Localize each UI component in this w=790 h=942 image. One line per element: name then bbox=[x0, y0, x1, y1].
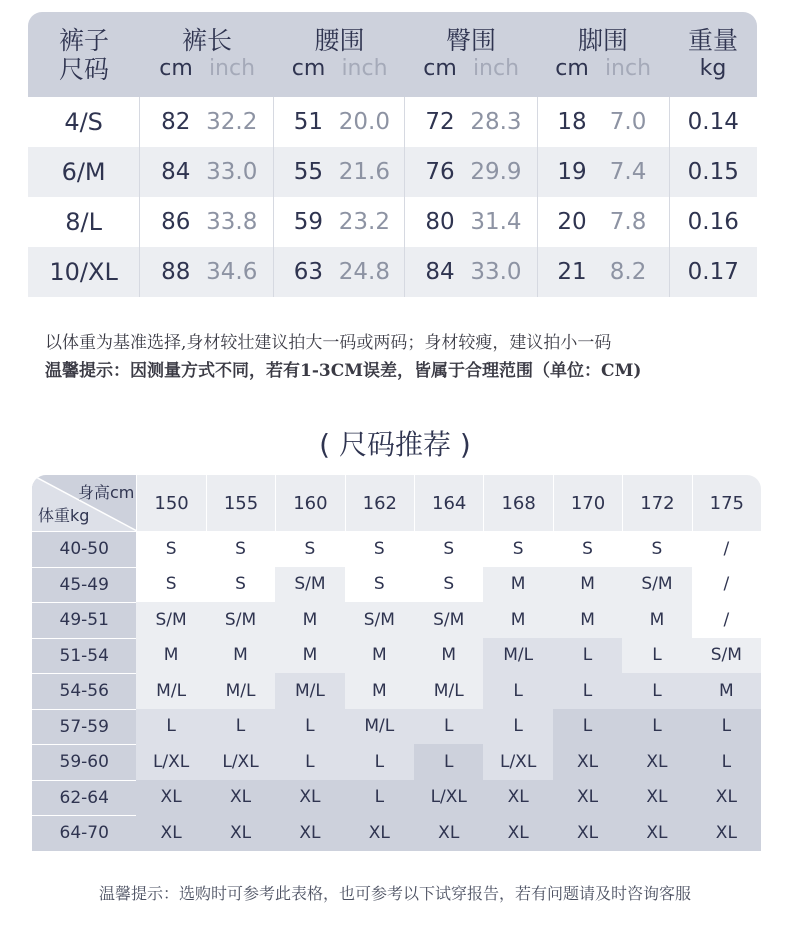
recommended-size-cell: M bbox=[275, 638, 344, 674]
recommended-size-cell: S/M bbox=[206, 602, 275, 638]
recommended-size-cell: XL bbox=[553, 744, 622, 780]
recommended-size-cell: M/L bbox=[414, 673, 483, 709]
hip-cm-value: 80 bbox=[425, 209, 455, 235]
recommended-size-cell: M/L bbox=[345, 709, 414, 745]
recommended-size-cell: S/M bbox=[136, 602, 205, 638]
hip-inch-value: 28.3 bbox=[470, 109, 522, 135]
hem-inch-value: 7.4 bbox=[609, 159, 647, 185]
weight-axis-label: 体重kg bbox=[38, 506, 90, 525]
recommended-size-cell: L/XL bbox=[483, 744, 552, 780]
recommended-size-cell: M bbox=[553, 567, 622, 603]
waist-inch-value: 24.8 bbox=[338, 259, 390, 285]
length-cell bbox=[140, 147, 274, 197]
unit-cm: cm bbox=[291, 56, 326, 81]
hip-inch-value: 29.9 bbox=[470, 159, 522, 185]
recommended-size-cell: S/M bbox=[275, 567, 344, 603]
recommended-size-cell: XL bbox=[622, 815, 691, 851]
length-inch-value: 34.6 bbox=[206, 259, 258, 285]
height-column-header: 160 bbox=[275, 475, 344, 531]
recommended-size-cell: XL bbox=[553, 780, 622, 816]
weight-cell bbox=[670, 147, 757, 197]
header-hem-label: 脚围 bbox=[577, 26, 628, 55]
recommended-size-cell: L bbox=[414, 709, 483, 745]
recommended-size-cell: M bbox=[692, 673, 761, 709]
size-table-row bbox=[28, 197, 757, 247]
waist-cm-value: 51 bbox=[293, 109, 323, 135]
size-label: 8/L bbox=[65, 208, 102, 236]
recommend-corner-cell bbox=[32, 475, 136, 531]
hip-cm-value: 84 bbox=[425, 259, 455, 285]
recommended-size-cell: XL bbox=[275, 815, 344, 851]
weight-kg-value: 0.17 bbox=[687, 259, 739, 285]
height-column-header: 170 bbox=[553, 475, 622, 531]
recommended-size-cell: M bbox=[136, 638, 205, 674]
recommended-size-cell: M/L bbox=[483, 638, 552, 674]
recommended-size-cell: S bbox=[206, 567, 275, 603]
recommended-size-cell: / bbox=[692, 567, 761, 603]
header-weight-label: 重量 bbox=[687, 26, 738, 55]
hem-cm-value: 21 bbox=[557, 259, 587, 285]
recommended-size-cell: / bbox=[692, 602, 761, 638]
header-hem bbox=[537, 12, 669, 97]
weight-kg-value: 0.15 bbox=[687, 159, 739, 185]
recommended-size-cell: XL bbox=[275, 780, 344, 816]
length-cm-value: 82 bbox=[161, 109, 191, 135]
recommended-size-cell: L/XL bbox=[136, 744, 205, 780]
weight-range-label: 57-59 bbox=[32, 709, 136, 745]
weight-range-label: 59-60 bbox=[32, 744, 136, 780]
recommended-size-cell: S/M bbox=[622, 567, 691, 603]
recommend-row bbox=[32, 638, 761, 674]
recommended-size-cell: S bbox=[622, 531, 691, 567]
header-pants-size bbox=[28, 12, 140, 97]
header-length-label: 裤长 bbox=[181, 26, 232, 55]
waist-cell bbox=[274, 147, 405, 197]
recommended-size-cell: M bbox=[206, 638, 275, 674]
header-weight bbox=[669, 12, 757, 97]
waist-inch-value: 23.2 bbox=[338, 209, 390, 235]
recommended-size-cell: L bbox=[553, 638, 622, 674]
recommend-row bbox=[32, 709, 761, 745]
waist-inch-value: 21.6 bbox=[338, 159, 390, 185]
recommended-size-cell: L bbox=[553, 673, 622, 709]
size-cell bbox=[28, 247, 140, 297]
height-column-header: 172 bbox=[622, 475, 691, 531]
recommended-size-cell: L bbox=[345, 744, 414, 780]
size-table-row bbox=[28, 97, 757, 147]
weight-range-label: 51-54 bbox=[32, 638, 136, 674]
waist-cell bbox=[274, 197, 405, 247]
hip-inch-value: 33.0 bbox=[470, 259, 522, 285]
unit-kg: kg bbox=[699, 56, 727, 81]
hip-inch-value: 31.4 bbox=[470, 209, 522, 235]
recommended-size-cell: XL bbox=[692, 780, 761, 816]
hem-cm-value: 20 bbox=[557, 209, 587, 235]
recommended-size-cell: M bbox=[553, 602, 622, 638]
size-table-row bbox=[28, 247, 757, 297]
recommended-size-cell: S bbox=[275, 531, 344, 567]
recommended-size-cell: L/XL bbox=[414, 780, 483, 816]
recommended-size-cell: XL bbox=[622, 780, 691, 816]
length-inch-value: 32.2 bbox=[206, 109, 258, 135]
header-waist bbox=[274, 12, 405, 97]
recommended-size-cell: S bbox=[553, 531, 622, 567]
recommended-size-cell: M/L bbox=[206, 673, 275, 709]
recommended-size-cell: XL bbox=[622, 744, 691, 780]
recommended-size-cell: L/XL bbox=[206, 744, 275, 780]
recommended-size-cell: L bbox=[275, 709, 344, 745]
measurement-tolerance-note: 温馨提示：因测量方式不同，若有1-3CM误差，皆属于合理范围（单位：CM) bbox=[45, 361, 642, 381]
length-cm-value: 84 bbox=[161, 159, 191, 185]
recommended-size-cell: L bbox=[622, 638, 691, 674]
recommended-size-cell: S bbox=[414, 567, 483, 603]
height-column-header: 164 bbox=[414, 475, 483, 531]
recommended-size-cell: XL bbox=[136, 815, 205, 851]
hem-cell bbox=[538, 97, 670, 147]
recommended-size-cell: M bbox=[275, 602, 344, 638]
header-pants-size-line1: 裤子 bbox=[58, 25, 109, 55]
recommended-size-cell: S bbox=[345, 531, 414, 567]
recommended-size-cell: S/M bbox=[692, 638, 761, 674]
recommended-size-cell: XL bbox=[553, 815, 622, 851]
header-pants-size-line2: 尺码 bbox=[58, 54, 109, 84]
waist-inch-value: 20.0 bbox=[338, 109, 390, 135]
recommended-size-cell: L bbox=[136, 709, 205, 745]
recommended-size-cell: M/L bbox=[275, 673, 344, 709]
recommended-size-cell: S bbox=[136, 531, 205, 567]
unit-cm: cm bbox=[159, 56, 193, 81]
hem-cell bbox=[538, 147, 670, 197]
recommend-row bbox=[32, 567, 761, 603]
size-recommendation-title: ( 尺码推荐 ) bbox=[319, 428, 471, 461]
waist-cell bbox=[274, 247, 405, 297]
size-label: 6/M bbox=[61, 158, 106, 186]
recommended-size-cell: S bbox=[414, 531, 483, 567]
recommended-size-cell: S bbox=[136, 567, 205, 603]
recommended-size-cell: M bbox=[483, 602, 552, 638]
recommended-size-cell: S bbox=[483, 531, 552, 567]
weight-range-label: 40-50 bbox=[32, 531, 136, 567]
recommended-size-cell: M bbox=[483, 567, 552, 603]
length-cm-value: 88 bbox=[161, 259, 191, 285]
hem-inch-value: 7.8 bbox=[609, 209, 647, 235]
weight-range-label: 54-56 bbox=[32, 673, 136, 709]
recommended-size-cell: XL bbox=[483, 780, 552, 816]
waist-cm-value: 55 bbox=[293, 159, 323, 185]
recommend-row bbox=[32, 744, 761, 780]
unit-inch: inch bbox=[604, 56, 652, 81]
unit-inch: inch bbox=[472, 56, 520, 81]
recommended-size-cell: M bbox=[622, 602, 691, 638]
recommend-row bbox=[32, 531, 761, 567]
hip-cell bbox=[405, 147, 537, 197]
weight-kg-value: 0.14 bbox=[687, 109, 739, 135]
size-label: 10/XL bbox=[49, 258, 118, 286]
recommend-header-row bbox=[32, 475, 761, 531]
recommended-size-cell: S/M bbox=[345, 602, 414, 638]
size-table-body bbox=[28, 97, 757, 297]
recommended-size-cell: S bbox=[206, 531, 275, 567]
recommended-size-cell: M bbox=[414, 638, 483, 674]
recommended-size-cell: L bbox=[483, 709, 552, 745]
size-table-row bbox=[28, 147, 757, 197]
recommended-size-cell: M/L bbox=[136, 673, 205, 709]
recommended-size-cell: L bbox=[483, 673, 552, 709]
recommended-size-cell: L bbox=[345, 780, 414, 816]
hem-inch-value: 7.0 bbox=[609, 109, 647, 135]
waist-cm-value: 63 bbox=[293, 259, 323, 285]
recommended-size-cell: L bbox=[206, 709, 275, 745]
recommend-row bbox=[32, 815, 761, 851]
unit-inch: inch bbox=[341, 56, 388, 81]
hem-cell bbox=[538, 247, 670, 297]
hip-cell bbox=[405, 197, 537, 247]
recommended-size-cell: M bbox=[345, 673, 414, 709]
recommended-size-cell: XL bbox=[414, 815, 483, 851]
length-inch-value: 33.0 bbox=[206, 159, 258, 185]
height-column-header: 155 bbox=[206, 475, 275, 531]
recommend-row bbox=[32, 602, 761, 638]
height-column-header: 175 bbox=[692, 475, 761, 531]
header-hip bbox=[405, 12, 537, 97]
length-cell bbox=[140, 97, 274, 147]
weight-kg-value: 0.16 bbox=[687, 209, 739, 235]
size-recommendation-grid bbox=[32, 475, 761, 851]
weight-range-label: 62-64 bbox=[32, 780, 136, 816]
height-column-header: 162 bbox=[345, 475, 414, 531]
header-hip-label: 臀围 bbox=[445, 26, 496, 55]
length-cell bbox=[140, 197, 274, 247]
header-waist-label: 腰围 bbox=[314, 26, 365, 55]
unit-cm: cm bbox=[555, 56, 589, 81]
recommended-size-cell: / bbox=[692, 531, 761, 567]
header-length bbox=[140, 12, 274, 97]
weight-cell bbox=[670, 247, 757, 297]
unit-cm: cm bbox=[423, 56, 457, 81]
recommended-size-cell: XL bbox=[345, 815, 414, 851]
length-cm-value: 86 bbox=[161, 209, 191, 235]
size-cell bbox=[28, 97, 140, 147]
recommended-size-cell: XL bbox=[692, 815, 761, 851]
recommended-size-cell: L bbox=[692, 709, 761, 745]
recommend-row bbox=[32, 673, 761, 709]
waist-cm-value: 59 bbox=[293, 209, 323, 235]
length-inch-value: 33.8 bbox=[206, 209, 258, 235]
recommended-size-cell: L bbox=[553, 709, 622, 745]
recommend-body bbox=[32, 531, 761, 851]
height-column-header: 168 bbox=[483, 475, 552, 531]
hip-cell bbox=[405, 97, 537, 147]
waist-cell bbox=[274, 97, 405, 147]
hem-cell bbox=[538, 197, 670, 247]
recommended-size-cell: XL bbox=[206, 780, 275, 816]
unit-inch: inch bbox=[208, 56, 256, 81]
recommended-size-cell: XL bbox=[206, 815, 275, 851]
sizing-advice-note: 以体重为基准选择,身材较壮建议拍大一码或两码；身材较瘦，建议拍小一码 bbox=[45, 333, 612, 353]
size-table-header bbox=[28, 12, 757, 97]
weight-range-label: 45-49 bbox=[32, 567, 136, 603]
recommend-row bbox=[32, 780, 761, 816]
recommended-size-cell: XL bbox=[483, 815, 552, 851]
weight-cell bbox=[670, 97, 757, 147]
weight-range-label: 49-51 bbox=[32, 602, 136, 638]
size-cell bbox=[28, 197, 140, 247]
recommended-size-cell: L bbox=[414, 744, 483, 780]
recommended-size-cell: L bbox=[622, 673, 691, 709]
recommended-size-cell: S/M bbox=[414, 602, 483, 638]
hip-cell bbox=[405, 247, 537, 297]
size-label: 4/S bbox=[64, 108, 103, 136]
recommended-size-cell: M bbox=[345, 638, 414, 674]
recommended-size-cell: XL bbox=[136, 780, 205, 816]
size-cell bbox=[28, 147, 140, 197]
hip-cm-value: 76 bbox=[425, 159, 455, 185]
hem-inch-value: 8.2 bbox=[609, 259, 647, 285]
weight-range-label: 64-70 bbox=[32, 815, 136, 851]
height-column-header: 150 bbox=[136, 475, 205, 531]
length-cell bbox=[140, 247, 274, 297]
hem-cm-value: 18 bbox=[557, 109, 587, 135]
weight-cell bbox=[670, 197, 757, 247]
recommended-size-cell: S bbox=[345, 567, 414, 603]
size-table bbox=[28, 12, 757, 297]
height-axis-label: 身高cm bbox=[78, 483, 135, 502]
footer-tip: 温馨提示：选购时可参考此表格，也可参考以下试穿报告，若有问题请及时咨询客服 bbox=[98, 884, 691, 903]
recommended-size-cell: L bbox=[692, 744, 761, 780]
recommended-size-cell: L bbox=[275, 744, 344, 780]
recommended-size-cell: L bbox=[622, 709, 691, 745]
hem-cm-value: 19 bbox=[557, 159, 587, 185]
hip-cm-value: 72 bbox=[425, 109, 455, 135]
